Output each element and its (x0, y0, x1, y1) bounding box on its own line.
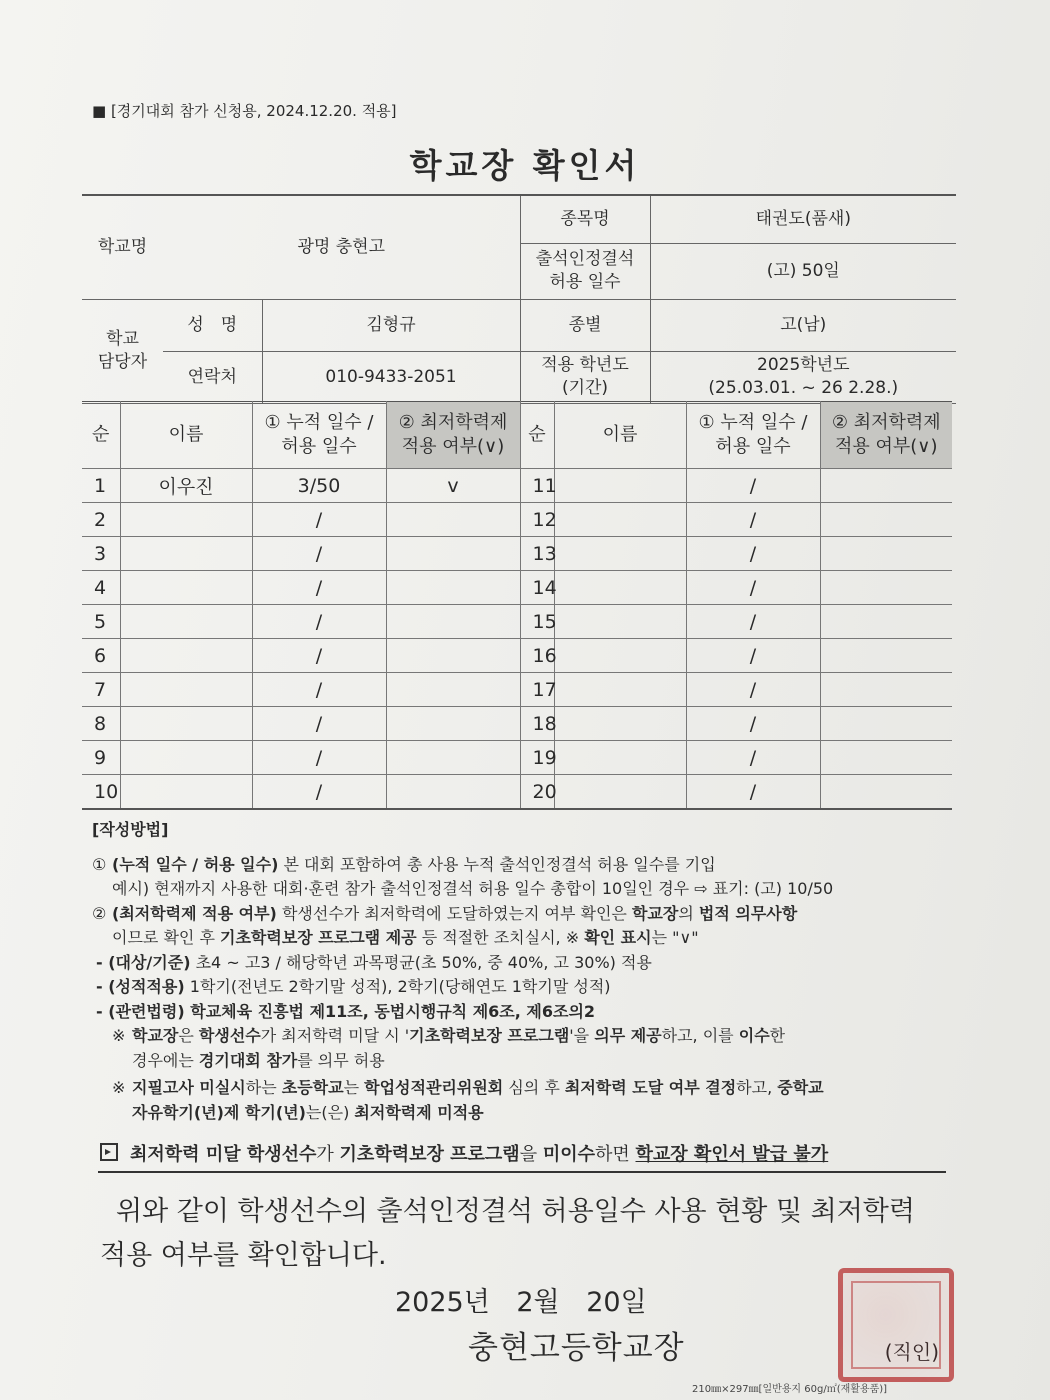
right-days-cell: / (686, 571, 820, 605)
left-no-cell: 4 (82, 571, 120, 605)
phone-label: 연락처 (163, 351, 262, 403)
right-days-cell: / (686, 775, 820, 810)
left-apply-cell (386, 503, 520, 537)
detail-target-bold: - (대상/기준) (96, 952, 191, 972)
right-apply-cell (820, 469, 952, 503)
school-name-value: 광명 충현고 (163, 195, 520, 299)
note-2-text-d: 는 (343, 1078, 365, 1097)
year-value (650, 351, 956, 403)
year-label-line2: (기간) (561, 378, 609, 398)
issue-date: 2025년 2월 20일 (395, 1287, 647, 1318)
instruction-2 (92, 902, 952, 927)
right-name-cell (554, 673, 686, 707)
detail-law (92, 1000, 952, 1025)
table-row (82, 775, 952, 810)
header-days-2-line2: 허용 일수 (715, 436, 791, 457)
header-apply-line2: 적용 여부(∨) (401, 436, 505, 457)
right-apply-cell (820, 503, 952, 537)
note-1-text-j: 한 (769, 1026, 786, 1045)
instruction-2-bold: (최저학력제 적용 여부) (112, 903, 277, 923)
header-apply-2-line2: 적용 여부(∨) (835, 436, 938, 457)
left-apply-cell (386, 673, 520, 707)
note-1-bold-a: 학교장 (132, 1026, 179, 1045)
warning-text-f: 하면 (595, 1144, 636, 1165)
gender-label: 종별 (520, 299, 650, 351)
left-apply-cell (386, 571, 520, 605)
note-2-marker: ※ (112, 1078, 126, 1097)
right-name-cell (554, 571, 686, 605)
right-no-cell: 16 (520, 639, 554, 673)
event-value: 태권도(품새) (650, 195, 956, 243)
detail-target (92, 951, 952, 976)
warning-bold-e: 미이수 (542, 1144, 595, 1165)
left-days-cell: / (252, 537, 386, 571)
right-no-cell: 17 (520, 673, 554, 707)
header-days-2-line1: ① 누적 일수 / (698, 411, 808, 433)
right-name-cell (554, 775, 686, 810)
name-value: 김형규 (262, 299, 520, 351)
left-days-cell: / (252, 605, 386, 639)
table-row (82, 571, 952, 605)
header-name: 이름 (120, 402, 252, 469)
right-name-cell (554, 741, 686, 775)
header-days-2 (686, 402, 820, 469)
note-2-text-h: 하고, (736, 1078, 778, 1097)
header-apply-2 (820, 402, 952, 469)
instruction-1-bold: (누적 일수 / 허용 일수) (112, 854, 279, 874)
left-no-cell: 6 (82, 639, 120, 673)
official-seal-icon (838, 1268, 954, 1382)
warning-text-b: 가 (316, 1144, 340, 1165)
right-name-cell (554, 707, 686, 741)
left-no-cell: 3 (82, 537, 120, 571)
left-no-cell: 9 (82, 741, 120, 775)
left-name-cell (120, 741, 252, 775)
left-name-cell (120, 605, 252, 639)
header-days-line1: ① 누적 일수 / (264, 411, 374, 433)
header-note: ■ [경기대회 참가 신청용, 2024.12.20. 적용] (92, 102, 397, 120)
note-1-marker: ※ (112, 1026, 126, 1045)
phone-value: 010-9433-2051 (262, 351, 520, 403)
note-1-bold-g: 의무 제공 (594, 1026, 662, 1045)
instruction-2-marker: ② (92, 903, 107, 923)
table-header-row (82, 402, 952, 469)
instruction-1-example: 예시) 현재까지 사용한 대회·훈련 참가 출석인정결석 허용 일수 총합이 10일인 경우 ⇨ 표기: (고) 10/50 (112, 879, 834, 898)
right-days-cell: / (686, 707, 820, 741)
table-row (82, 537, 952, 571)
name-label: 성 명 (163, 299, 262, 351)
detail-grades-text: 1학기(전년도 2학기말 성적), 2학기(당해연도 1학기말 성적) (184, 977, 611, 996)
left-days-cell: / (252, 639, 386, 673)
header-no-2: 순 (520, 402, 554, 469)
right-no-cell: 18 (520, 707, 554, 741)
contact-person-label (82, 299, 163, 403)
instruction-2-text-c: 의 (678, 903, 699, 923)
note-1-bold-c: 학생선수 (198, 1026, 261, 1045)
left-apply-cell (386, 639, 520, 673)
table-row (82, 741, 952, 775)
note-2-bold-a: 지필고사 미실시 (132, 1078, 246, 1097)
table-row (82, 707, 952, 741)
right-name-cell (554, 503, 686, 537)
note-1-bold-e: 기초학력보장 프로그램 (409, 1026, 570, 1045)
note-2-line2 (92, 1101, 952, 1126)
note-1-text-h: 하고, 이를 (661, 1026, 739, 1045)
right-days-cell: / (686, 639, 820, 673)
allowed-days-label (520, 243, 650, 299)
detail-grades-bold: - (성적적용) (96, 977, 185, 996)
right-days-cell: / (686, 469, 820, 503)
contact-person-label-line2: 담당자 (97, 352, 148, 372)
right-days-cell: / (686, 537, 820, 571)
seal-label: (직인) (884, 1340, 939, 1364)
allowed-days-label-line2: 허용 일수 (549, 272, 621, 292)
note-2-line2-a: 는(은) (305, 1102, 355, 1122)
year-label (520, 351, 650, 403)
left-days-cell: / (252, 741, 386, 775)
note-1-line2-a: 경우에는 (132, 1050, 199, 1070)
left-apply-cell (386, 605, 520, 639)
info-table (82, 194, 956, 404)
allowed-days-value: (고) 50일 (650, 243, 956, 299)
student-table (82, 401, 952, 810)
instructions (92, 818, 952, 1125)
header-apply (386, 402, 520, 469)
paper-spec: 210㎜×297㎜[일반용지 60g/㎡(재활용품)] (692, 1384, 888, 1395)
right-days-cell: / (686, 503, 820, 537)
warning-bold-c: 기초학력보장 프로그램 (339, 1144, 520, 1165)
allowed-days-label-line1: 출석인정결석 (535, 249, 635, 270)
right-no-cell: 14 (520, 571, 554, 605)
note-2-bold-c: 초등학교 (281, 1078, 344, 1097)
instruction-1-marker: ① (92, 854, 107, 874)
header-days (252, 402, 386, 469)
warning-bold-a: 최저학력 미달 학생선수 (130, 1144, 317, 1165)
left-name-cell (120, 537, 252, 571)
detail-law-bold: - (관련법령) (96, 1001, 185, 1021)
left-days-cell: / (252, 707, 386, 741)
instruction-2-line2-c: 는 "∨" (651, 928, 699, 947)
detail-grades (92, 975, 952, 1000)
right-apply-cell (820, 605, 952, 639)
header-name-2: 이름 (554, 402, 686, 469)
left-name-cell (120, 503, 252, 537)
note-1 (92, 1024, 952, 1049)
detail-target-text: 초4 ~ 고3 / 해당학년 과목평균(초 50%, 중 40%, 고 30%) 적용 (190, 952, 652, 972)
note-2-line2-bold2: 최저학력제 미적용 (354, 1102, 484, 1122)
note-2-bold-e: 학업성적관리위원회 (364, 1078, 504, 1097)
right-no-cell: 12 (520, 503, 554, 537)
contact-person-label-line1: 학교 (106, 329, 139, 350)
note-1-line2-bold: 경기대회 참가 (198, 1050, 298, 1070)
header-apply-2-line1: ② 최저학력제 (831, 411, 941, 433)
right-apply-cell (820, 571, 952, 605)
note-2-text-f: 심의 후 (503, 1078, 565, 1097)
warning-line (100, 1140, 828, 1166)
left-no-cell: 10 (82, 775, 120, 810)
left-apply-cell (386, 741, 520, 775)
left-name-cell (120, 571, 252, 605)
warning-text-d: 을 (519, 1144, 543, 1165)
instruction-2-line2-bold: 기초학력보장 프로그램 제공 (220, 928, 417, 947)
detail-law-text: 학교체육 진흥법 제11조, 동법시행규칙 제6조, 제6조의2 (184, 1001, 596, 1021)
left-no-cell: 8 (82, 707, 120, 741)
left-apply-cell: v (386, 469, 520, 503)
right-apply-cell (820, 707, 952, 741)
divider (98, 1171, 946, 1173)
table-row (82, 639, 952, 673)
period-text: (25.03.01. ~ 26 2.28.) (708, 378, 899, 398)
right-days-cell: / (686, 741, 820, 775)
left-no-cell: 1 (82, 469, 120, 503)
table-row (82, 503, 952, 537)
instruction-2-line2 (92, 926, 952, 951)
right-no-cell: 13 (520, 537, 554, 571)
instruction-1-text: 본 대회 포함하여 총 사용 누적 출석인정결석 허용 일수를 기입 (278, 854, 716, 874)
note-1-line2 (92, 1049, 952, 1074)
left-name-cell (120, 673, 252, 707)
left-name-cell: 이우진 (120, 469, 252, 503)
note-2 (92, 1076, 952, 1101)
note-2-bold-i: 중학교 (777, 1078, 824, 1097)
instruction-2-bold-b: 학교장 (631, 903, 679, 923)
right-apply-cell (820, 639, 952, 673)
right-name-cell (554, 469, 686, 503)
gender-value: 고(남) (650, 299, 956, 351)
right-name-cell (554, 639, 686, 673)
right-no-cell: 19 (520, 741, 554, 775)
right-apply-cell (820, 775, 952, 810)
left-apply-cell (386, 775, 520, 810)
left-name-cell (120, 707, 252, 741)
instruction-2-text-a: 학생선수가 최저학력에 도달하였는지 여부 확인은 (276, 903, 632, 923)
school-name-label: 학교명 (82, 195, 163, 299)
instruction-2-line2-a: 이므로 확인 후 (112, 928, 220, 947)
left-days-cell: 3/50 (252, 469, 386, 503)
statement-line2: 적용 여부를 확인합니다. (100, 1240, 387, 1271)
table-row (82, 469, 952, 503)
note-1-line2-b: 를 의무 허용 (297, 1050, 385, 1070)
right-name-cell (554, 605, 686, 639)
right-apply-cell (820, 673, 952, 707)
note-2-text-b: 하는 (245, 1078, 282, 1097)
left-days-cell: / (252, 503, 386, 537)
instruction-2-bold-d: 법적 의무사항 (698, 903, 798, 923)
event-label: 종목명 (520, 195, 650, 243)
left-no-cell: 2 (82, 503, 120, 537)
left-apply-cell (386, 537, 520, 571)
right-no-cell: 11 (520, 469, 554, 503)
right-days-cell: / (686, 605, 820, 639)
right-days-cell: / (686, 673, 820, 707)
left-days-cell: / (252, 775, 386, 810)
instructions-heading: [작성방법] (92, 820, 169, 839)
left-days-cell: / (252, 571, 386, 605)
left-apply-cell (386, 707, 520, 741)
note-1-text-f: '을 (569, 1026, 595, 1045)
left-no-cell: 7 (82, 673, 120, 707)
warning-underline: 학교장 확인서 발급 불가 (635, 1144, 829, 1165)
document-title: 학교장 확인서 (409, 146, 641, 185)
header-days-line2: 허용 일수 (281, 436, 357, 457)
note-1-bold-i: 이수 (738, 1026, 770, 1045)
instruction-2-line2-bold2: 확인 표시 (584, 928, 652, 947)
note-1-text-d: 가 최저학력 미달 시 ' (260, 1026, 410, 1045)
table-row (82, 673, 952, 707)
right-no-cell: 15 (520, 605, 554, 639)
instruction-2-line2-b: 등 적절한 조치실시, ※ (416, 928, 585, 947)
right-apply-cell (820, 537, 952, 571)
statement-line1: 위와 같이 학생선수의 출석인정결석 허용일수 사용 현황 및 최저학력 (116, 1196, 915, 1227)
right-no-cell: 20 (520, 775, 554, 810)
note-2-line2-bold: 자유학기(년)제 학기(년) (132, 1102, 306, 1122)
right-apply-cell (820, 741, 952, 775)
year-label-line1: 적용 학년도 (541, 355, 629, 376)
header-apply-line1: ② 최저학력제 (398, 411, 508, 433)
instruction-1 (92, 853, 952, 878)
arrow-box-icon (100, 1143, 118, 1161)
note-1-text-b: 은 (178, 1026, 199, 1045)
header-no: 순 (82, 402, 120, 469)
year-text: 2025학년도 (757, 355, 850, 376)
confirmation-statement (100, 1190, 950, 1278)
note-2-bold-g: 최저학력 도달 여부 결정 (564, 1078, 737, 1097)
left-days-cell: / (252, 673, 386, 707)
left-name-cell (120, 775, 252, 810)
left-no-cell: 5 (82, 605, 120, 639)
left-name-cell (120, 639, 252, 673)
table-row (82, 605, 952, 639)
school-principal: 충현고등학교장 (468, 1330, 685, 1366)
right-name-cell (554, 537, 686, 571)
